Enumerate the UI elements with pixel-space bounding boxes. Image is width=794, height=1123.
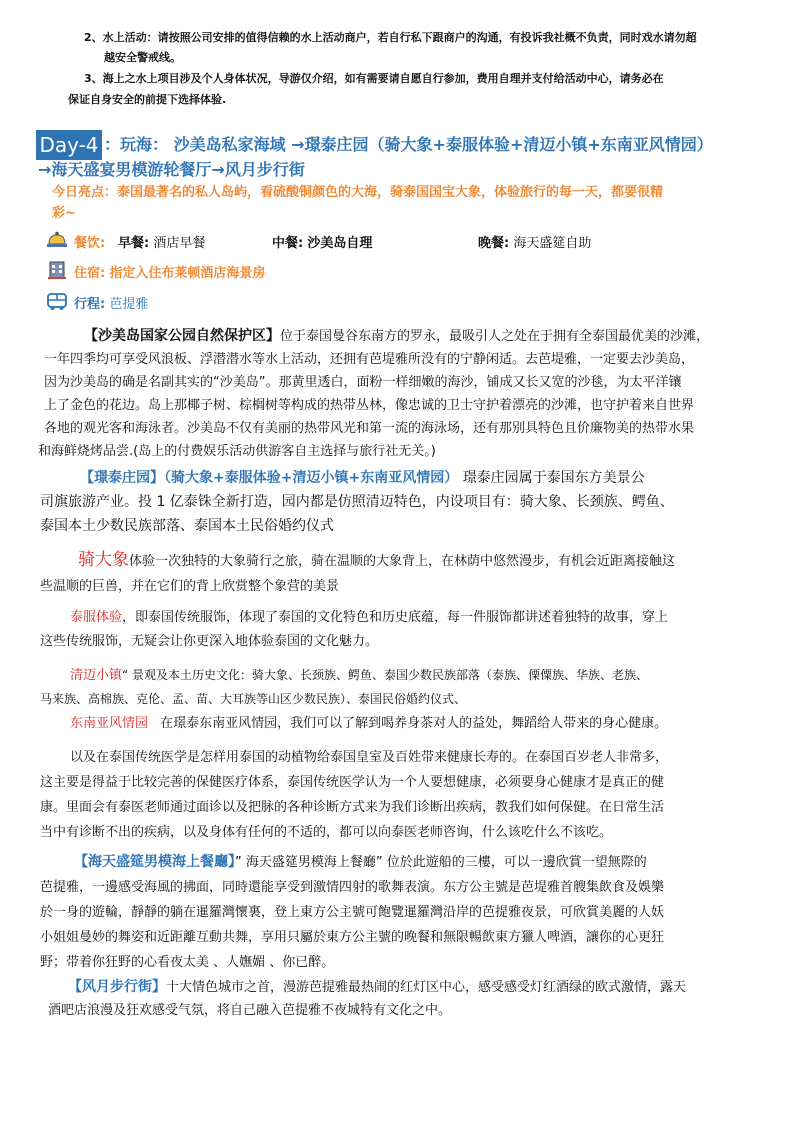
lunch-value: 沙美岛自理: [307, 236, 373, 251]
note-3-line2: 保证自身安全的前提下选择体验.: [68, 93, 227, 106]
lodging-value: 指定入住布莱顿酒店海景房: [109, 266, 266, 281]
samet-line5: 各地的观光客和海泳者。沙美岛不仅有美丽的热带风光和第一流的海泳场，还有那别具特色且价廉物美的热带水果: [44, 421, 695, 436]
samet-heading: 【沙美岛国家公园自然保护区】: [84, 328, 280, 344]
thaidress-line1: ，即泰国传统服饰，体现了泰国的文化特色和历史底蕴，每一件服饰都讲述着独特的故事，穿上: [122, 610, 669, 625]
hotel-icon: [48, 259, 66, 279]
bell-icon: [46, 229, 68, 249]
breakfast-value: 酒店早餐: [153, 236, 206, 251]
chiangmai-line2: 马来族、高棉族、克伦、孟、苗、大耳族等山区少数民族）、泰国民俗婚约仪式、: [40, 692, 467, 706]
thaidress-line2: 这些传统服饰，无疑会让你更深入地体验泰国的文化魅力。: [40, 634, 379, 649]
street-heading: 【风月步行街】: [68, 979, 166, 995]
street-line2: 酒吧店浪漫及狂欢感受气氛，将自己融入芭提雅不夜城特有文化之中。: [48, 1003, 452, 1018]
feast-line3: 於一身的遊輪，靜靜的躺在暹羅灣懷裏，登上東方公主號可飽覽暹羅灣沿岸的芭提雅夜景，可欣賞美麗的人妖: [40, 905, 665, 920]
street-line1: 十大情色城市之首，漫游芭提雅最热闹的红灯区中心，感受感受灯红酒绿的欧式激情，露天: [166, 980, 687, 995]
elephant-line2: 些温顺的巨兽，并在它们的背上欣赏整个象营的美景: [40, 579, 340, 594]
route-value: 芭提雅: [109, 297, 149, 312]
feast-line1: ” 海天盛筵男模海上餐廳” 位於此遊船的三樓，可以一邊欣賞一望無際的: [235, 855, 647, 870]
medicine-line1: 以及在泰国传统医学是怎样用泰国的动植物给泰国皇室及百姓带来健康长寿的。在泰国百岁老人非常多，: [70, 750, 669, 765]
lunch-label: 中餐:: [272, 236, 304, 251]
highlight-line1: 今日亮点：泰国最著名的私人岛屿，看硫酸铜颜色的大海，骑泰国国宝大象，体验旅行的每一天，都要很精: [52, 185, 664, 200]
elephant-line1: 体验一次独特的大象骑行之旅，骑在温顺的大象背上，在林荫中悠然漫步，有机会近距离接触这: [129, 554, 676, 569]
day-tag: Day-4: [36, 130, 102, 160]
highlight-line2: 彩~: [52, 206, 76, 221]
samet-line4: 上了金色的花边。岛上那椰子树、棕榈树等构成的热带丛林，像忠诚的卫士守护着漂亮的沙滩，也守护着来自世界: [44, 398, 695, 413]
note-3-line1: 3、海上之水上项目涉及个人身体状况，导游仅介绍，如有需要请自愿自行参加，费用自理并支付给活动中心，请务必在: [84, 72, 664, 85]
feast-heading: 【海天盛筵男模海上餐廳】: [74, 854, 235, 870]
feast-line5: 野；带着你狂野的心看夜太美 、人嫵媚 、你已醉。: [40, 955, 335, 970]
lodging-label: 住宿:: [74, 266, 106, 281]
dinner-value: 海天盛筵自助: [513, 236, 592, 251]
chiangmai-line1: “ 景观及本土历史文化：骑大象、长颈族、鳄鱼、泰国少数民族部落（泰族、傈僳族、华族、老族、: [122, 668, 649, 682]
day-title-line1: ：玩海： 沙美岛私家海域 →璟泰庄园（骑大象+泰服体验+清迈小镇+东南亚风情园）: [104, 135, 713, 154]
jingtai-heading: 【璟泰庄园】（骑大象+泰服体验+清迈小镇+东南亚风情园）: [80, 470, 459, 486]
garden-heading: 东南亚风情园: [70, 716, 149, 731]
bus-icon: [46, 291, 68, 311]
route-label: 行程:: [74, 297, 106, 312]
samet-line3: 因为沙美岛的确是名副其实的“沙美岛”。那黄里透白，面粉一样细嫩的海沙，铺成又长又宽的沙毯，为太平洋镶: [44, 375, 682, 390]
feast-line2: 芭提雅，一邊感受海風的拂面，同時還能享受到激情四射的歌舞表演。东方公主號是芭堤雅首艘集飲食及娛樂: [40, 880, 665, 895]
jingtai-line1: 璟泰庄园属于泰国东方美景公: [462, 470, 645, 486]
medicine-line3: 康。里面会有泰医老师通过面诊以及把脉的各种诊断方式来为我们诊断出疾病，教我们如何保健。在日常生活: [40, 800, 665, 815]
samet-line1: 位于泰国曼谷东南方的罗永，最吸引人之处在于拥有全泰国最优美的沙滩，: [280, 329, 710, 344]
note-2-line2: 越安全警戒线。: [104, 51, 181, 64]
breakfast-label: 早餐:: [118, 236, 150, 251]
note-2-line1: 2、水上活动：请按照公司安排的值得信赖的水上活动商户，若自行私下跟商户的沟通，有投诉我社概不负责，同时戏水请勿超: [84, 31, 697, 44]
garden-line1: 在璟泰东南亚风情园，我们可以了解到喝养身茶对人的益处，舞蹈给人带来的身心健康。: [160, 716, 668, 731]
jingtai-line3: 泰国本土少数民族部落、泰国本土民俗婚约仪式: [40, 518, 334, 534]
elephant-heading: 骑大象: [78, 550, 129, 570]
chiangmai-heading: 清迈小镇: [70, 668, 123, 683]
samet-line6: 和海鲜烧烤品尝.(岛上的付费娱乐活动供游客自主选择与旅行社无关。): [38, 444, 436, 459]
samet-line2: 一年四季均可享受风浪板、浮潜潜水等水上活动，还拥有芭堤雅所没有的宁静闲适。去芭堤雅，一定要去沙美岛，: [44, 352, 695, 367]
day-title-line2: →海天盛宴男模游轮餐厅→风月步行街: [38, 160, 305, 179]
feast-line4: 小姐姐曼妙的舞姿和近距離互動共舞，享用只屬於東方公主號的晚餐和無限暢飲東方獵人啤酒，讓你的心更狂: [40, 930, 665, 945]
meals-label: 餐饮:: [74, 236, 106, 251]
thaidress-heading: 泰服体验: [70, 610, 123, 625]
dinner-label: 晚餐:: [478, 236, 510, 251]
jingtai-line2: 司旗旅游产业。投 1 亿泰铢全新打造，园内都是仿照清迈特色，内设项目有：骑大象、长颈族、鳄鱼、: [40, 494, 674, 510]
medicine-line4: 当中有诊断不出的疾病，以及身体有任何的不适的，都可以向泰医老师咨询，什么该吃什么不该吃。: [40, 825, 613, 840]
medicine-line2: 这主要是得益于比较完善的保健医疗体系，泰国传统医学认为一个人要想健康，必须要身心健康才是真正的健: [40, 775, 665, 790]
